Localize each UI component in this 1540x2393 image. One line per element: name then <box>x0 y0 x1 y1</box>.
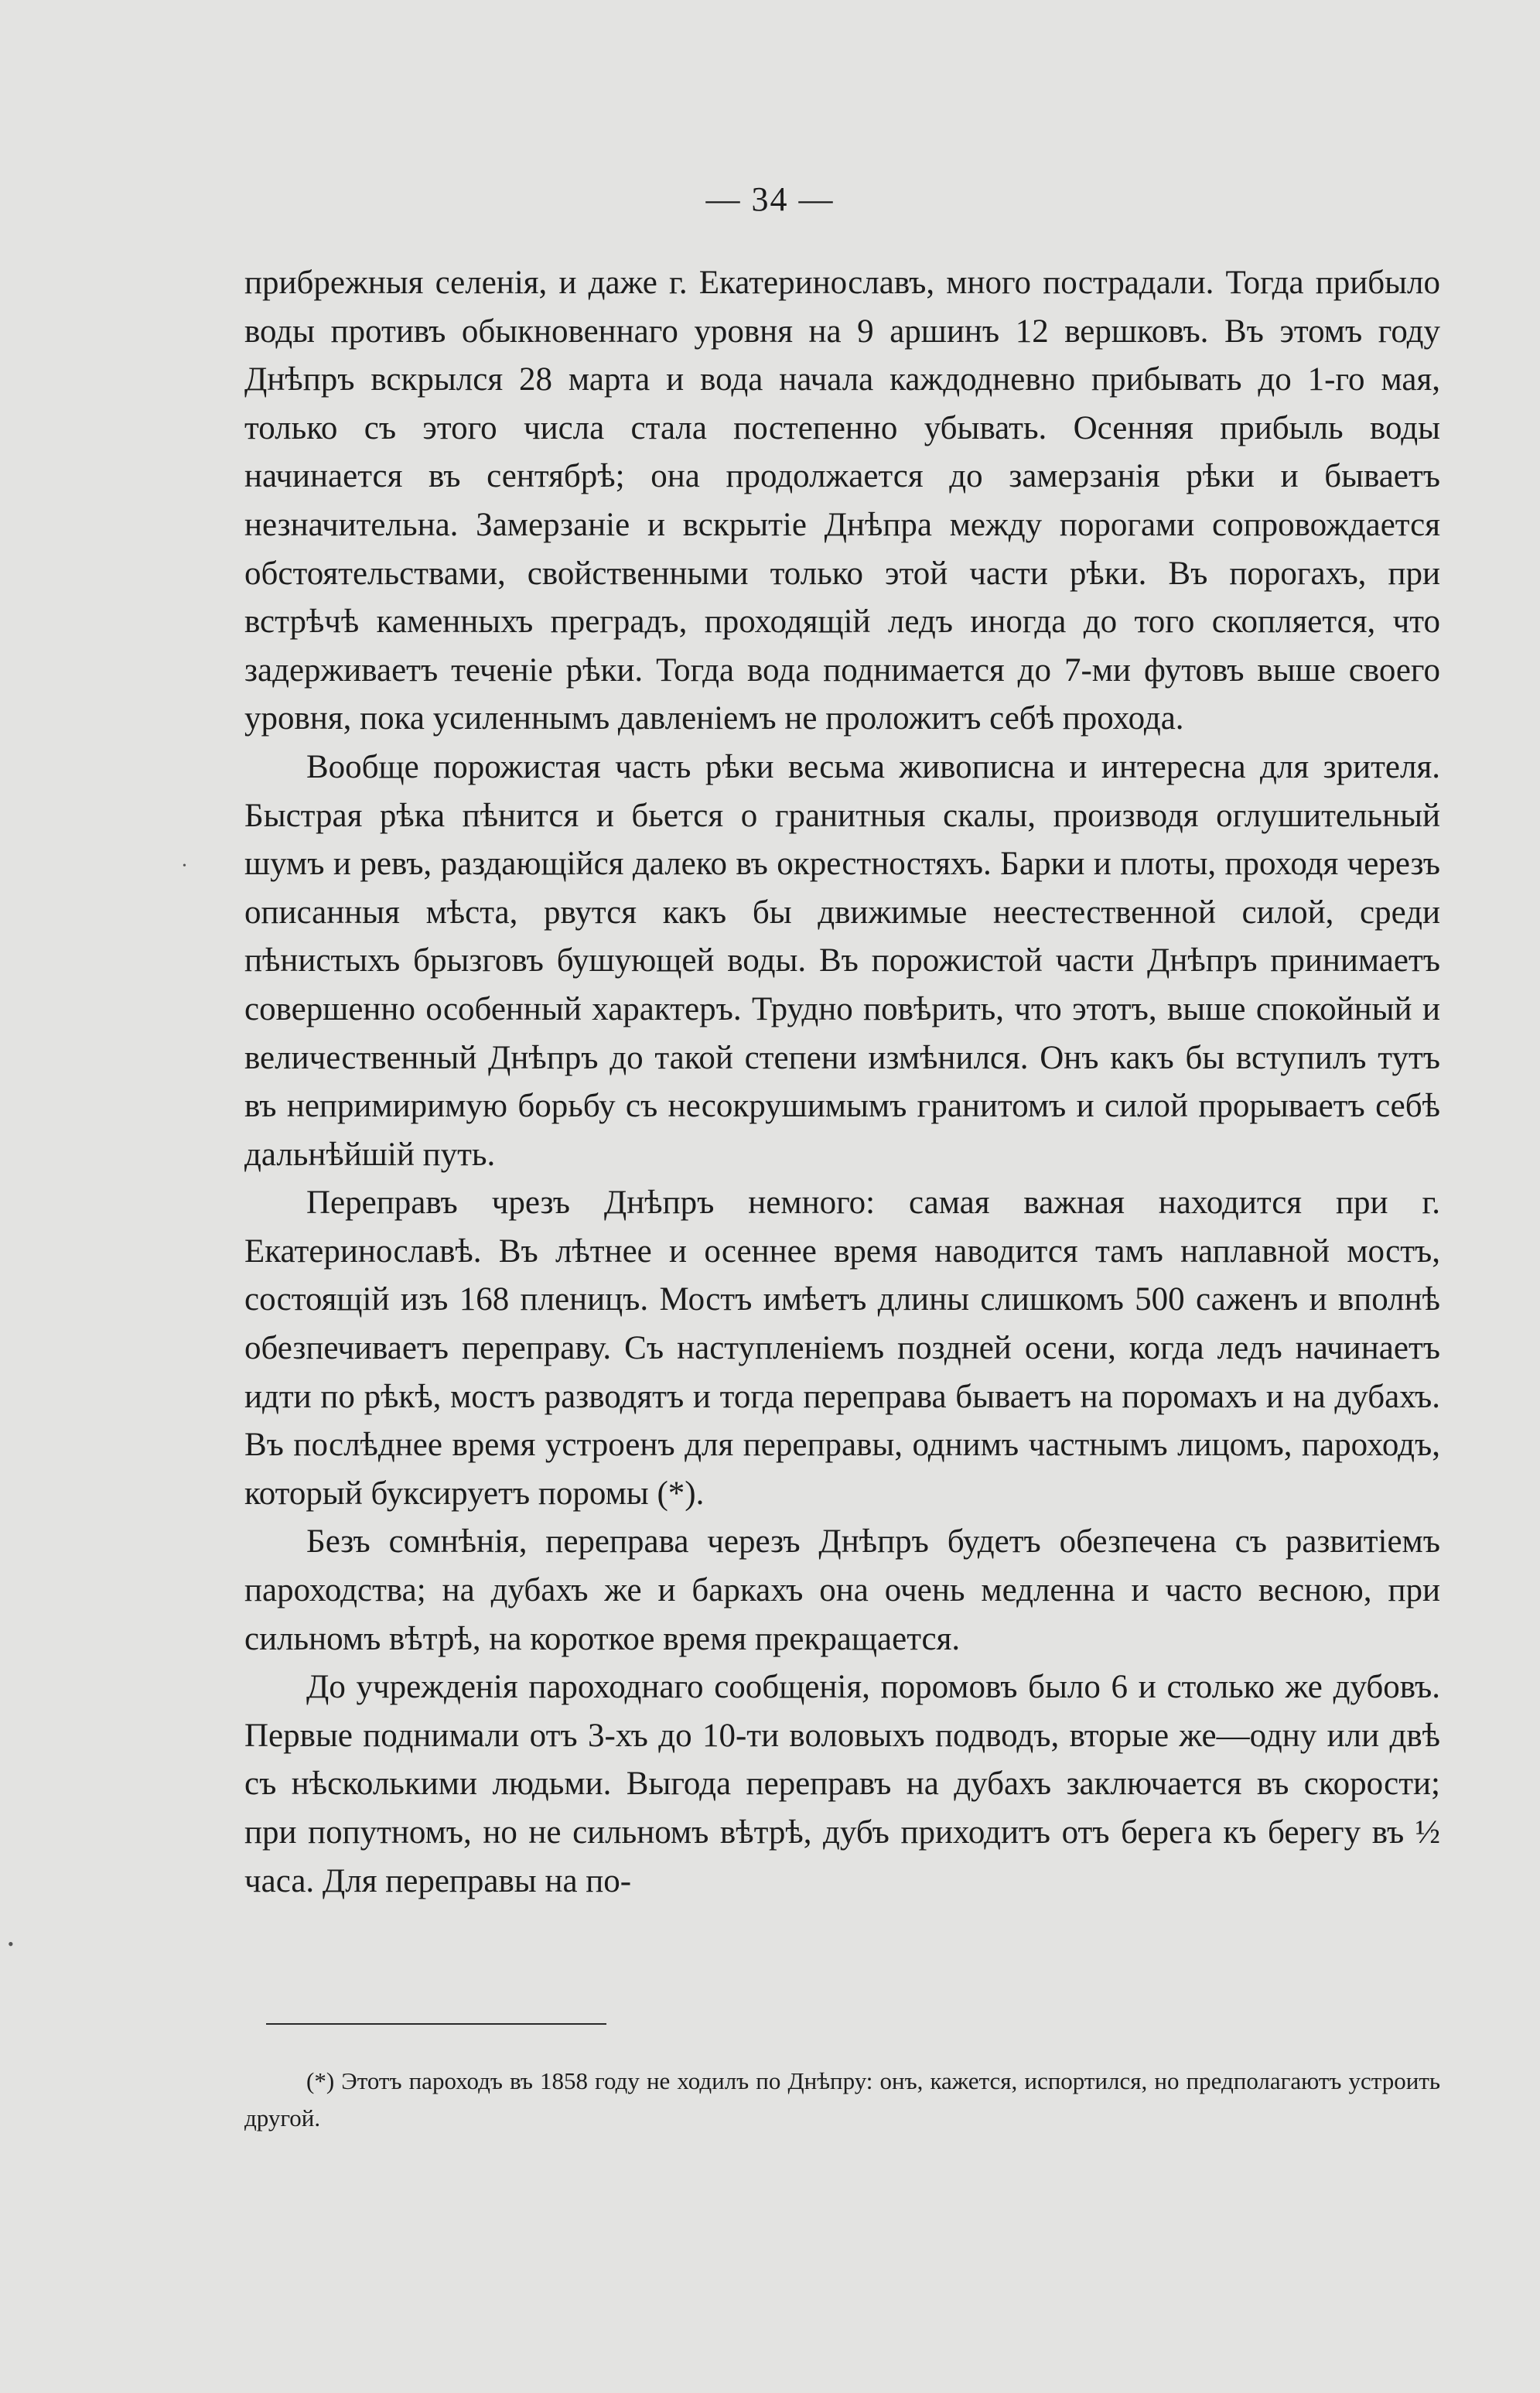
scan-speck-icon: • <box>8 1934 14 1954</box>
body-text <box>244 259 1440 1906</box>
scan-speck-icon: • <box>183 860 186 872</box>
paragraph: До учрежденія пароходнаго сообщенія, поромовъ было 6 и столько же дубовъ. Первые поднимали отъ 3-хъ до 10-ти воловыхъ подводъ, вторые же—одну или двѣ съ нѣсколькими людьми. Выгода переправъ на дубахъ заключается въ скорости; при попутномъ, но не сильномъ вѣтрѣ, дубъ приходитъ отъ берега къ берегу въ ½ часа. Для переправы на по- <box>244 1669 1440 1899</box>
footnote: (*) Этотъ пароходъ въ 1858 году не ходилъ по Днѣпру: онъ, кажется, испортился, но предполагаютъ устроить другой. <box>244 2067 1440 2131</box>
paragraph: Переправъ чрезъ Днѣпръ немного: самая важная находится при г. Екатеринославѣ. Въ лѣтнее и осеннее время наводится тамъ наплавной мостъ, состоящій изъ 168 пленицъ. Мостъ имѣетъ длины слишкомъ 500 саженъ и вполнѣ обезпечиваетъ переправу. Съ наступленіемъ поздней осени, когда ледъ начинаетъ идти по рѣкѣ, мостъ разводятъ и тогда переправа бываетъ на поромахъ и на дубахъ. Въ послѣднее время устроенъ для переправы, однимъ частнымъ лицомъ, пароходъ, который буксируетъ поромы (*). <box>244 1185 1440 1512</box>
page-number: — 34 — <box>705 180 835 218</box>
paragraph: Вообще порожистая часть рѣки весьма живописна и интересна для зрителя. Быстрая рѣка пѣнится и бьется о гранитныя скалы, производя оглушительный шумъ и ревъ, раздающійся далеко въ окрестностяхъ. Барки и плоты, проходя черезъ описанныя мѣста, рвутся какъ бы движимые неестественной силой, среди пѣнистыхъ брызговъ бушующей воды. Въ порожистой части Днѣпръ принимаетъ совершенно особенный характеръ. Трудно повѣрить, что этотъ, выше спокойный и величественный Днѣпръ до такой степени измѣнился. Онъ какъ бы вступилъ тутъ въ непримиримую борьбу съ несокрушимымъ гранитомъ и силой прорываетъ себѣ дальнѣйшій путь. <box>244 748 1440 1173</box>
footnote-divider <box>266 2023 606 2025</box>
paragraph: прибрежныя селенія, и даже г. Екатеринославъ, много пострадали. Тогда прибыло воды противъ обыкновеннаго уровня на 9 аршинъ 12 вершковъ. Въ этомъ году Днѣпръ вскрылся 28 марта и вода начала каждодневно прибывать до 1-го мая, только съ этого числа стала постепенно убывать. Осенняя прибыль воды начинается въ сентябрѣ; она продолжается до замерзанія рѣки и бываетъ незначительна. Замерзаніе и вскрытіе Днѣпра между порогами сопровождается обстоятельствами, свойственными только этой части рѣки. Въ порогахъ, при встрѣчѣ каменныхъ преградъ, проходящій ледъ иногда до того скопляется, что задерживаетъ теченіе рѣки. Тогда вода поднимается до 7-ми футовъ выше своего уровня, пока усиленнымъ давленіемъ не проложитъ себѣ прохода. <box>244 265 1440 737</box>
paragraph: Безъ сомнѣнія, переправа черезъ Днѣпръ будетъ обезпечена съ развитіемъ пароходства; на дубахъ же и баркахъ она очень медленна и часто весною, при сильномъ вѣтрѣ, на короткое время прекращается. <box>244 1523 1440 1657</box>
